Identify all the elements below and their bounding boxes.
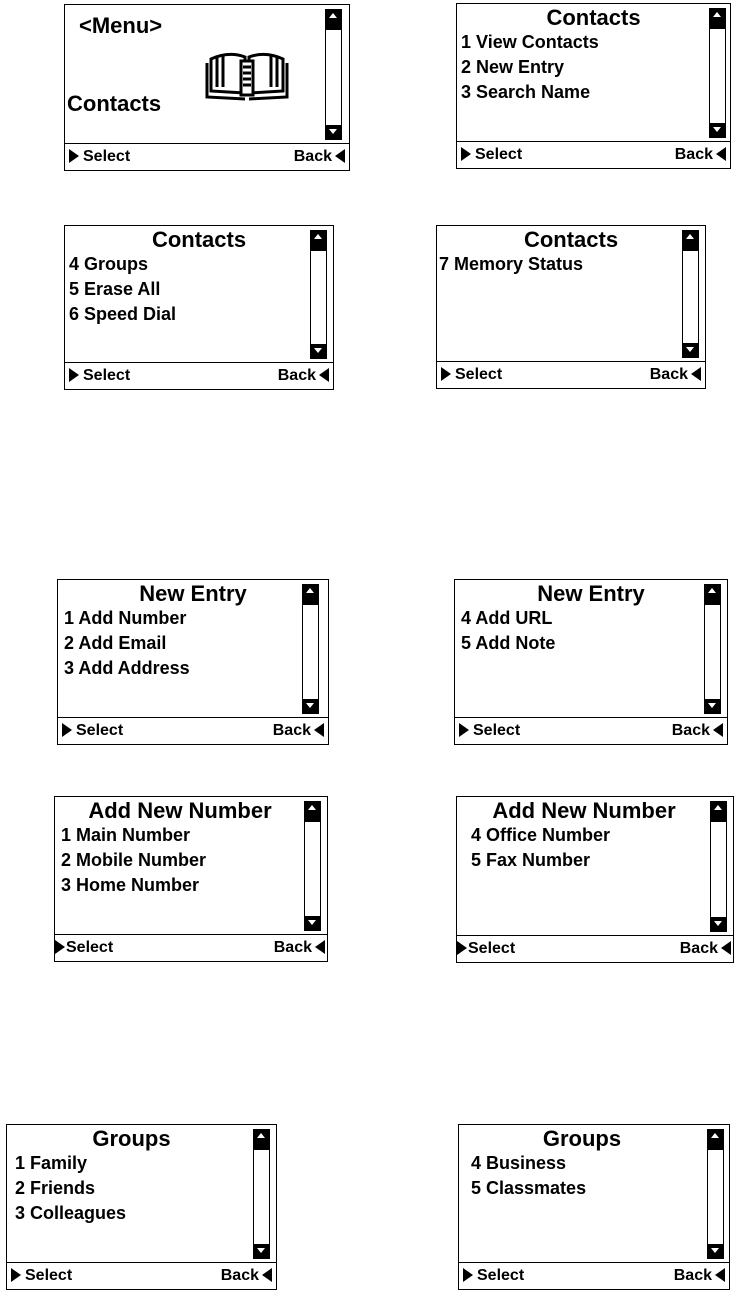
menu-item[interactable]: 1 Family <box>15 1153 88 1173</box>
menu-list <box>461 606 555 656</box>
screen-title: New Entry <box>139 581 247 606</box>
scroll-down-arrow-icon[interactable] <box>710 123 725 137</box>
scrollbar[interactable] <box>710 801 727 932</box>
softkey-bar <box>55 935 327 961</box>
back-arrow-icon <box>716 147 726 161</box>
menu-item[interactable]: 5 Erase All <box>69 279 161 299</box>
scroll-thumb[interactable] <box>710 23 725 29</box>
back-arrow-icon <box>715 1268 725 1282</box>
softkey-bar <box>459 1263 729 1289</box>
back-arrow-icon <box>315 940 325 954</box>
menu-title: <Menu> <box>79 13 163 38</box>
menu-item[interactable]: 2 Friends <box>15 1178 96 1198</box>
back-arrow-icon <box>713 723 723 737</box>
scroll-down-arrow-icon[interactable] <box>705 699 720 713</box>
scroll-down-arrow-icon[interactable] <box>326 125 341 139</box>
scrollbar[interactable] <box>302 584 319 714</box>
select-arrow-icon <box>459 723 469 737</box>
back-softkey[interactable] <box>650 365 701 385</box>
scroll-down-arrow-icon[interactable] <box>303 699 318 713</box>
back-label: Back <box>273 939 312 956</box>
softkey-bar <box>457 936 733 962</box>
book-icon <box>205 47 289 108</box>
scroll-up-arrow-icon[interactable] <box>705 585 720 599</box>
scroll-thumb[interactable] <box>305 816 320 822</box>
menu-item[interactable]: 4 Office Number <box>471 825 611 845</box>
back-label: Back <box>679 940 718 957</box>
menu-list <box>439 252 583 277</box>
softkey-bar <box>7 1263 276 1289</box>
screen-title: Contacts <box>523 227 619 252</box>
softkey-bar <box>455 718 727 744</box>
scroll-thumb[interactable] <box>326 24 341 30</box>
screen-title: Groups <box>542 1126 622 1151</box>
screen-contacts-page-1 <box>456 3 731 169</box>
select-softkey[interactable] <box>441 365 502 385</box>
scroll-down-arrow-icon[interactable] <box>711 917 726 931</box>
scroll-thumb[interactable] <box>711 816 726 822</box>
scroll-up-arrow-icon[interactable] <box>708 1130 723 1144</box>
menu-item[interactable]: 2 Add Email <box>64 633 167 653</box>
select-label: Select <box>76 722 124 739</box>
back-label: Back <box>220 1267 259 1284</box>
menu-item[interactable]: 5 Classmates <box>471 1178 587 1198</box>
screen-new-entry-page-1 <box>57 579 329 745</box>
select-arrow-icon <box>461 147 471 161</box>
select-arrow-icon <box>11 1268 21 1282</box>
softkey-bar <box>65 363 333 389</box>
back-softkey[interactable] <box>680 939 731 959</box>
select-arrow-icon <box>69 149 79 163</box>
menu-item[interactable]: 2 New Entry <box>461 57 565 77</box>
back-label: Back <box>293 148 332 165</box>
screen-add-number-page-1 <box>54 796 328 962</box>
back-softkey[interactable] <box>294 147 345 167</box>
scrollbar[interactable] <box>310 230 327 359</box>
scrollbar[interactable] <box>709 8 726 138</box>
back-arrow-icon <box>262 1268 272 1282</box>
scrollbar[interactable] <box>253 1129 270 1259</box>
scroll-down-arrow-icon[interactable] <box>708 1244 723 1258</box>
select-softkey[interactable] <box>11 1266 72 1286</box>
select-softkey[interactable] <box>463 1266 524 1286</box>
screen-add-number-page-2 <box>456 796 734 963</box>
scroll-up-arrow-icon[interactable] <box>311 231 326 245</box>
scroll-thumb[interactable] <box>708 1144 723 1150</box>
softkey-bar <box>437 362 705 388</box>
select-softkey[interactable] <box>459 721 520 741</box>
menu-item[interactable]: 2 Mobile Number <box>61 850 207 870</box>
softkey-bar <box>58 718 328 744</box>
menu-item[interactable]: 6 Speed Dial <box>69 304 177 324</box>
menu-item[interactable]: 5 Add Note <box>461 633 556 653</box>
menu-item[interactable]: 3 Search Name <box>461 82 591 102</box>
back-softkey[interactable] <box>672 721 723 741</box>
scrollbar[interactable] <box>707 1129 724 1259</box>
scroll-up-arrow-icon[interactable] <box>710 9 725 23</box>
back-label: Back <box>272 722 311 739</box>
back-softkey[interactable] <box>674 1266 725 1286</box>
scroll-thumb[interactable] <box>705 599 720 605</box>
screen-groups-page-1 <box>6 1124 277 1290</box>
back-label: Back <box>671 722 710 739</box>
menu-label-contacts: Contacts <box>67 91 162 116</box>
scrollbar[interactable] <box>704 584 721 714</box>
select-arrow-icon <box>55 940 65 954</box>
scroll-down-arrow-icon[interactable] <box>311 344 326 358</box>
select-softkey[interactable] <box>69 147 130 167</box>
softkey-bar <box>65 144 349 170</box>
back-softkey[interactable] <box>278 366 329 386</box>
menu-list <box>461 30 599 105</box>
screen-title: New Entry <box>537 581 645 606</box>
scroll-up-arrow-icon[interactable] <box>711 802 726 816</box>
select-softkey[interactable] <box>461 145 522 165</box>
screen-contacts-page-3 <box>436 225 706 389</box>
back-arrow-icon <box>314 723 324 737</box>
select-softkey[interactable] <box>69 366 130 386</box>
screen-title: Add New Number <box>88 798 272 823</box>
screen-groups-page-2 <box>458 1124 730 1290</box>
scroll-thumb[interactable] <box>311 245 326 251</box>
select-arrow-icon <box>457 941 467 955</box>
menu-list <box>64 606 190 681</box>
back-label: Back <box>277 367 316 384</box>
back-arrow-icon <box>721 941 731 955</box>
screen-contacts-page-2 <box>64 225 334 390</box>
screen-menu-contacts <box>64 4 350 171</box>
menu-item[interactable]: 4 Groups <box>69 254 149 274</box>
menu-item[interactable]: 4 Add URL <box>461 608 553 628</box>
select-arrow-icon <box>62 723 72 737</box>
back-arrow-icon <box>691 367 701 381</box>
screen-title: Groups <box>92 1126 171 1151</box>
select-label: Select <box>468 940 516 957</box>
back-softkey[interactable] <box>274 938 325 958</box>
menu-list <box>471 1151 586 1201</box>
scrollbar[interactable] <box>682 230 699 358</box>
back-label: Back <box>674 146 713 163</box>
scroll-down-arrow-icon[interactable] <box>254 1244 269 1258</box>
screen-title: Contacts <box>546 5 641 30</box>
select-arrow-icon <box>441 367 451 381</box>
menu-item[interactable]: 3 Home Number <box>61 875 200 895</box>
menu-item[interactable]: 3 Add Address <box>64 658 190 678</box>
select-label: Select <box>475 146 523 163</box>
menu-item[interactable]: 7 Memory Status <box>439 254 584 274</box>
back-softkey[interactable] <box>273 721 324 741</box>
scrollbar[interactable] <box>304 801 321 931</box>
back-arrow-icon <box>319 368 329 382</box>
back-softkey[interactable] <box>221 1266 272 1286</box>
select-label: Select <box>473 722 521 739</box>
menu-list <box>69 252 176 327</box>
menu-item[interactable]: 1 Add Number <box>64 608 187 628</box>
back-label: Back <box>673 1267 712 1284</box>
softkey-bar <box>457 142 730 168</box>
menu-list <box>61 823 206 898</box>
menu-item[interactable]: 5 Fax Number <box>471 850 591 870</box>
scroll-thumb[interactable] <box>303 599 318 605</box>
scroll-down-arrow-icon[interactable] <box>683 343 698 357</box>
select-label: Select <box>83 367 131 384</box>
select-label: Select <box>25 1267 73 1284</box>
select-label: Select <box>66 939 114 956</box>
screen-title: Contacts <box>151 227 247 252</box>
menu-item[interactable]: 1 View Contacts <box>461 32 599 52</box>
select-label: Select <box>455 366 503 383</box>
select-arrow-icon <box>463 1268 473 1282</box>
back-softkey[interactable] <box>675 145 726 165</box>
screen-title: Add New Number <box>492 798 676 823</box>
select-softkey[interactable] <box>457 939 515 959</box>
screen-new-entry-page-2 <box>454 579 728 745</box>
scroll-up-arrow-icon[interactable] <box>303 585 318 599</box>
menu-item[interactable]: 3 Colleagues <box>15 1203 127 1223</box>
menu-list <box>15 1151 126 1226</box>
select-label: Select <box>477 1267 525 1284</box>
scroll-down-arrow-icon[interactable] <box>305 916 320 930</box>
scroll-up-arrow-icon[interactable] <box>326 10 341 24</box>
menu-item[interactable]: 1 Main Number <box>61 825 191 845</box>
scroll-thumb[interactable] <box>683 245 698 251</box>
menu-list <box>471 823 610 873</box>
menu-item[interactable]: 4 Business <box>471 1153 567 1173</box>
select-label: Select <box>83 148 131 165</box>
scroll-up-arrow-icon[interactable] <box>305 802 320 816</box>
select-softkey[interactable] <box>55 938 113 958</box>
scroll-up-arrow-icon[interactable] <box>254 1130 269 1144</box>
select-softkey[interactable] <box>62 721 123 741</box>
back-arrow-icon <box>335 149 345 163</box>
scroll-thumb[interactable] <box>254 1144 269 1150</box>
scroll-up-arrow-icon[interactable] <box>683 231 698 245</box>
back-label: Back <box>649 366 688 383</box>
select-arrow-icon <box>69 368 79 382</box>
scrollbar[interactable] <box>325 9 342 140</box>
